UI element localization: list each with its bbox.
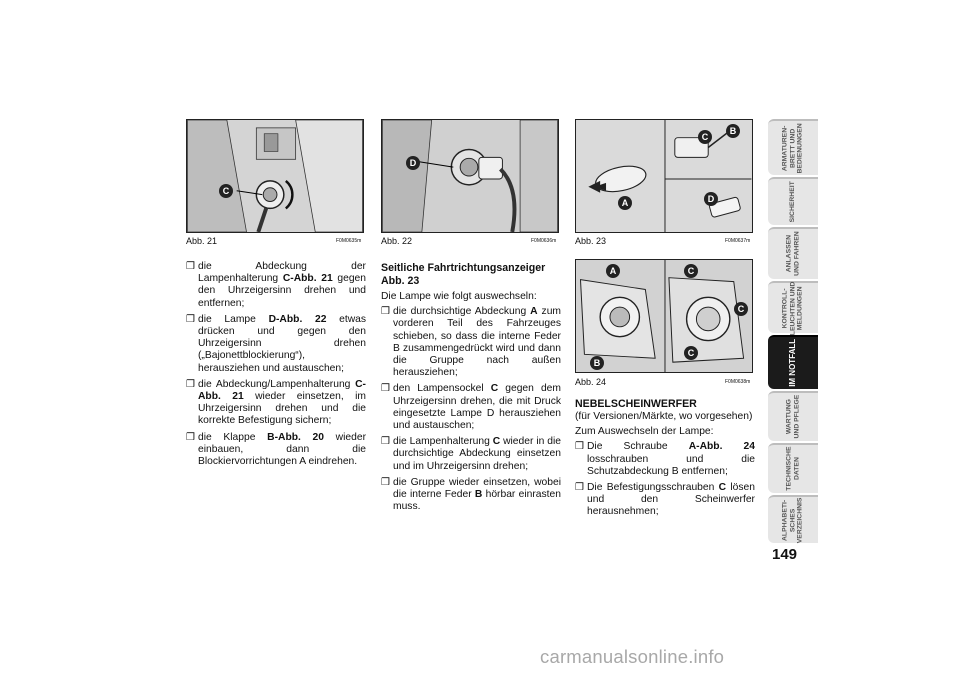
sidebar-tab-sicherheit[interactable]: SICHERHEIT [768, 177, 818, 225]
figure-24 [575, 259, 753, 373]
watermark: carmanualsonline.info [540, 646, 725, 667]
label-c-badge: C [698, 130, 712, 144]
label-d-badge: D [704, 192, 718, 206]
list-item: ❒ die Lampenhalterung C wieder in die durchsichtige Abdeckung einsetzen und im Uhrzeigersinn drehen; [381, 436, 561, 472]
sidebar-tab-kontrollleuchten[interactable]: KONTROLL- LEUCHTEN UND MELDUNGEN [768, 281, 818, 333]
label-c-badge: C [219, 184, 233, 198]
figure-22-code: F0M0636m [531, 238, 557, 244]
figure-22-caption: Abb. 22 [381, 236, 413, 246]
figure-23-caption: Abb. 23 [575, 236, 607, 246]
checkbox-icon: ❒ [186, 313, 195, 325]
list-item: ❒ die durchsichtige Abdeckung A zum vorderen Teil des Fahrzeuges schieben, so dass die interne Feder B zusammengedrückt wird und dann die Gruppe nach außen herausziehen; [381, 306, 561, 379]
figure-21-illustration [187, 120, 363, 232]
checkbox-icon: ❒ [381, 306, 390, 318]
figure-24-illustration [576, 260, 752, 372]
sidebar-tab-wartung[interactable]: WARTUNG UND PFLEGE [768, 391, 818, 441]
label-c-badge: C [684, 346, 698, 360]
label-a-badge: A [606, 264, 620, 278]
list-item: ❒ die Lampe D-Abb. 22 etwas drücken und gegen den Uhrzeigersinn drehen („Bajonettblockierung“), herausziehen und austauschen; [186, 313, 367, 374]
list-item: ❒ die Klappe B-Abb. 20 wieder einbauen, dann die Blockiervorrichtungen A eindrehen. [186, 431, 366, 468]
label-b-badge: B [590, 356, 604, 370]
label-d-badge: D [406, 156, 420, 170]
sidebar-tab-verzeichnis[interactable]: ALPHABETI- SCHES VERZEICHNIS [768, 495, 818, 543]
figure-23 [575, 119, 753, 233]
figure-21-caption: Abb. 21 [186, 236, 218, 246]
list-item: ❒ die Abdeckung der Lampenhalterung C-Abb. 21 gegen den Uhrzeigersinn drehen und entfernen; [186, 261, 367, 309]
figure-21 [186, 119, 364, 233]
figure-23-illustration [576, 120, 752, 232]
section-subtitle: (für Versionen/Märkte, wo vorgesehen) [575, 411, 753, 422]
section-heading: NEBELSCHEINWERFER [575, 398, 697, 410]
list-item: ❒ den Lampensockel C gegen dem Uhrzeigersinn drehen, die mit Druck eingesetzte Lampe D herausziehen und austauschen; [381, 383, 561, 432]
label-c-badge: C [684, 264, 698, 278]
checkbox-icon: ❒ [381, 383, 390, 395]
checkbox-icon: ❒ [381, 436, 390, 448]
sidebar-tab-armaturenbrett[interactable]: ARMATUREN- BRETT UND BEDIENUNGEN [768, 119, 818, 175]
label-a-badge: A [618, 196, 632, 210]
sidebar-tab-technische-daten[interactable]: TECHNISCHE DATEN [768, 443, 818, 493]
checkbox-icon: ❒ [186, 261, 195, 272]
checkbox-icon: ❒ [575, 441, 584, 453]
label-b-badge: B [726, 124, 740, 138]
list-item: ❒ Die Befestigungsschrauben C lösen und den Scheinwerfer herausnehmen; [575, 482, 755, 518]
page-number: 149 [772, 546, 798, 563]
checkbox-icon: ❒ [575, 482, 584, 494]
list-item: ❒ Die Schraube A-Abb. 24 losschrauben und die Schutzabdeckung B entfernen; [575, 441, 755, 477]
checkbox-icon: ❒ [186, 378, 195, 390]
column-2 [381, 262, 561, 517]
section-intro: Die Lampe wie folgt auswechseln: [381, 291, 537, 302]
figure-22-illustration [382, 120, 558, 232]
sidebar-tab-im-notfall[interactable]: IM NOTFALL [768, 335, 818, 389]
figure-22 [381, 119, 559, 233]
checkbox-icon: ❒ [381, 476, 390, 488]
section-heading: Seitliche Fahrtrichtungsanzeiger Abb. 23 [381, 262, 546, 287]
figure-24-caption: Abb. 24 [575, 377, 607, 387]
sidebar-tab-anlassen[interactable]: ANLASSEN UND FAHREN [768, 227, 818, 279]
figure-21-code: F0M0635m [336, 238, 362, 244]
figure-23-code: F0M0637m [725, 238, 751, 244]
list-item: ❒ die Gruppe wieder einsetzen, wobei die interne Feder B hörbar einrasten muss. [381, 476, 561, 513]
figure-24-code: F0M0638m [725, 379, 751, 385]
checkbox-icon: ❒ [186, 431, 195, 443]
list-item: ❒ die Abdeckung/Lampenhalterung C-Abb. 21 wieder einsetzen, im Uhrzeigersinn drehen und die korrekte Befestigung sichern; [186, 378, 366, 427]
label-c-badge: C [734, 302, 748, 316]
column-1 [186, 261, 366, 472]
section-intro: Zum Auswechseln der Lampe: [575, 426, 714, 438]
column-3 [575, 398, 755, 523]
